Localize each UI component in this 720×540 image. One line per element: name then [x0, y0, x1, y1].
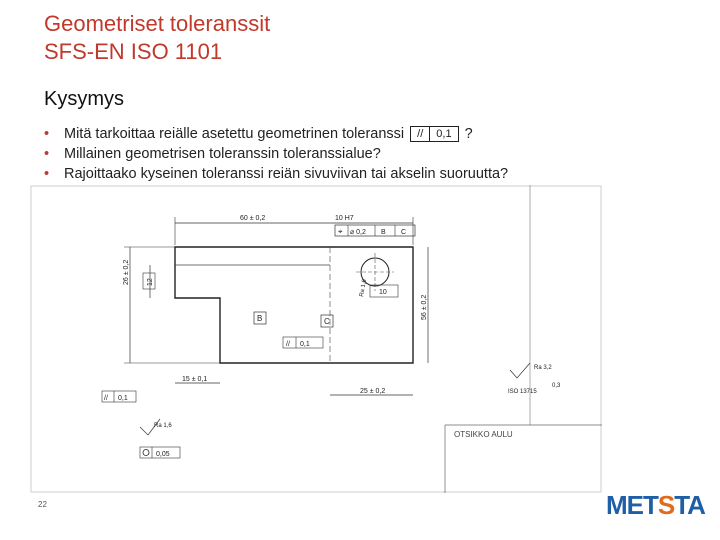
- logo-part-1: MET: [606, 490, 658, 520]
- part-outline: [175, 247, 413, 363]
- circ-value: 0,05: [156, 451, 170, 458]
- dim-depth: 10: [379, 289, 387, 296]
- par-left-value: 0,1: [118, 395, 128, 402]
- datum-b: B: [257, 314, 263, 323]
- dim-bottom-left: 15 ± 0,1: [182, 376, 208, 383]
- page-number: 22: [38, 500, 47, 509]
- position-value: ⌀ 0,2: [350, 229, 366, 236]
- tolerance-frame: [410, 126, 458, 142]
- bullet-text-1-end: ?: [464, 126, 473, 142]
- dim-bottom-right: 25 ± 0,2: [360, 388, 386, 395]
- position-datum-c: C: [401, 229, 407, 236]
- position-datum-b: B: [381, 229, 386, 236]
- bullet-text-3: Rajoittaako kyseinen toleranssi reiän sivuviivan tai akselin suoruutta?: [64, 166, 509, 182]
- list-item: [44, 124, 508, 144]
- dim-right-height: 56 ± 0,2: [421, 294, 428, 320]
- dim-left-small: 12: [147, 278, 154, 286]
- ra-hole: Ra 1,6: [359, 278, 369, 298]
- metsta-logo: [606, 490, 705, 521]
- dim-hole: 10 H7: [335, 215, 354, 222]
- datum-c: C: [324, 317, 330, 326]
- section-heading: Kysymys: [44, 88, 124, 110]
- slide-title: [44, 10, 270, 66]
- logo-part-2: S: [657, 490, 675, 520]
- technical-drawing: [30, 185, 602, 493]
- bullet-text-2: Millainen geometrisen toleranssin toleranssialue?: [64, 146, 381, 162]
- parallelism-icon: //: [286, 341, 290, 348]
- bullet-icon: •: [44, 146, 50, 162]
- logo-part-3: TA: [674, 490, 705, 520]
- title-block: OTSIKKO AULU: [454, 430, 513, 439]
- circularity-icon: [143, 450, 149, 456]
- parallelism-icon: //: [104, 395, 108, 402]
- position-icon: ⌖: [338, 227, 343, 236]
- title-line-1: Geometriset toleranssit: [44, 11, 271, 36]
- dim-top: 60 ± 0,2: [240, 215, 266, 222]
- list-item: [44, 164, 508, 184]
- question-list: [44, 124, 508, 184]
- ra-general: Ra 3,2: [534, 365, 552, 371]
- bullet-icon: •: [44, 166, 50, 182]
- dim-left-height: 26 ± 0,2: [123, 259, 130, 285]
- parallelism-icon: //: [417, 128, 424, 141]
- tolerance-value: 0,1: [429, 127, 457, 141]
- par-value: 0,1: [300, 341, 310, 348]
- bullet-text-1: Mitä tarkoittaa reiälle asetettu geometrinen toleranssi: [64, 126, 405, 142]
- bullet-icon: •: [44, 126, 50, 142]
- iso-value: 0,3: [552, 383, 561, 389]
- iso-label: ISO 13715: [508, 389, 537, 395]
- title-line-2: SFS-EN ISO 1101: [44, 39, 223, 64]
- ra-bottom: Ra 1,6: [154, 423, 172, 429]
- list-item: [44, 144, 508, 164]
